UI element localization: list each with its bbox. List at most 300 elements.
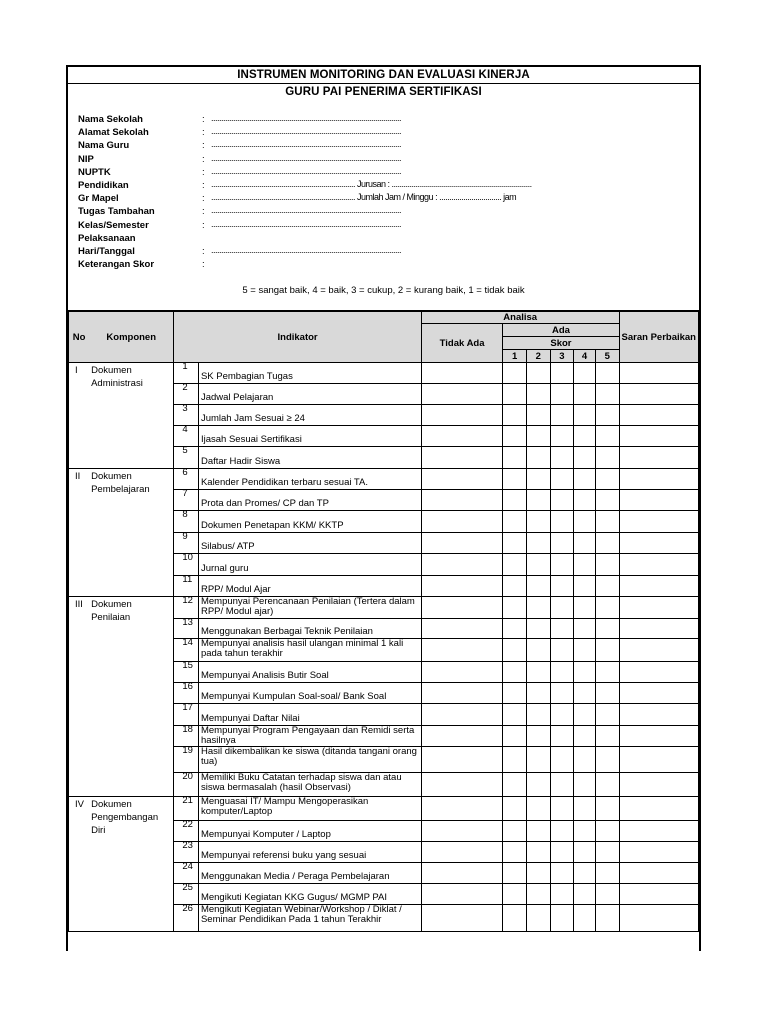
table-row	[69, 363, 699, 384]
indicator-text: Silabus/ ATP	[198, 533, 421, 554]
score-3-cell[interactable]	[550, 726, 574, 747]
field-label: Keterangan Skor	[78, 259, 155, 271]
score-3-cell[interactable]	[550, 821, 574, 842]
score-2-cell[interactable]	[526, 905, 550, 932]
saran-cell[interactable]	[619, 639, 698, 662]
score-5-cell[interactable]	[595, 683, 619, 704]
score-1-cell[interactable]	[503, 726, 527, 747]
score-5-cell[interactable]	[595, 511, 619, 533]
indicator-number	[174, 639, 199, 662]
group-number: II	[69, 469, 90, 597]
score-2-cell[interactable]	[526, 842, 550, 863]
indicator-number	[174, 597, 199, 619]
indicator-number-text: 18	[182, 725, 193, 735]
saran-cell[interactable]	[619, 490, 698, 511]
tidak-ada-cell[interactable]	[421, 726, 503, 747]
score-1-cell[interactable]	[503, 405, 527, 426]
header-score-3: 3	[550, 350, 574, 363]
indicator-number	[174, 405, 199, 426]
field-colon: :	[202, 166, 205, 178]
score-3-cell[interactable]	[550, 704, 574, 726]
saran-cell[interactable]	[619, 554, 698, 576]
saran-cell[interactable]	[619, 797, 698, 821]
score-1-cell[interactable]	[503, 683, 527, 704]
score-4-cell[interactable]	[574, 639, 596, 662]
score-1-cell[interactable]	[503, 773, 527, 797]
tidak-ada-cell[interactable]	[421, 884, 503, 905]
indicator-text: Mengikuti Kegiatan KKG Gugus/ MGMP PAI	[198, 884, 421, 905]
indicator-number-text: 25	[182, 883, 193, 893]
indicator-text: RPP/ Modul Ajar	[198, 576, 421, 597]
score-5-cell[interactable]	[595, 384, 619, 405]
saran-cell[interactable]	[619, 863, 698, 884]
indicator-number-text: 14	[182, 638, 193, 648]
tidak-ada-cell[interactable]	[421, 447, 503, 469]
tidak-ada-cell[interactable]	[421, 747, 503, 773]
score-4-cell[interactable]	[574, 863, 596, 884]
saran-cell[interactable]	[619, 662, 698, 683]
score-4-cell[interactable]	[574, 797, 596, 821]
field-value-input[interactable]: ...............................................................................................	[211, 218, 402, 229]
indicator-number	[174, 747, 199, 773]
field-label: Tugas Tambahan	[78, 206, 155, 218]
indicator-text: Daftar Hadir Siswa	[198, 447, 421, 469]
score-3-cell[interactable]	[550, 773, 574, 797]
indicator-text: Prota dan Promes/ CP dan TP	[198, 490, 421, 511]
saran-cell[interactable]	[619, 511, 698, 533]
indicator-text: Menggunakan Berbagai Teknik Penilaian	[198, 619, 421, 639]
score-5-cell[interactable]	[595, 469, 619, 490]
indicator-text: Mempunyai referensi buku yang sesuai	[198, 842, 421, 863]
score-1-cell[interactable]	[503, 619, 527, 639]
field-label: Kelas/Semester	[78, 219, 149, 231]
score-4-cell[interactable]	[574, 704, 596, 726]
monitoring-form	[66, 65, 701, 951]
saran-cell[interactable]	[619, 773, 698, 797]
score-4-cell[interactable]	[574, 842, 596, 863]
score-1-cell[interactable]	[503, 554, 527, 576]
indicator-text: Jumlah Jam Sesuai ≥ 24	[198, 405, 421, 426]
score-1-cell[interactable]	[503, 747, 527, 773]
score-4-cell[interactable]	[574, 363, 596, 384]
score-3-cell[interactable]	[550, 597, 574, 619]
score-3-cell[interactable]	[550, 511, 574, 533]
tidak-ada-cell[interactable]	[421, 576, 503, 597]
indicator-number	[174, 533, 199, 554]
score-4-cell[interactable]	[574, 726, 596, 747]
score-3-cell[interactable]	[550, 490, 574, 511]
score-3-cell[interactable]	[550, 363, 574, 384]
header-tidak-ada: Tidak Ada	[421, 324, 503, 363]
tidak-ada-cell[interactable]	[421, 773, 503, 797]
tidak-ada-cell[interactable]	[421, 554, 503, 576]
score-2-cell[interactable]	[526, 363, 550, 384]
score-5-cell[interactable]	[595, 821, 619, 842]
indicator-number	[174, 773, 199, 797]
saran-cell[interactable]	[619, 821, 698, 842]
score-1-cell[interactable]	[503, 533, 527, 554]
indicator-number-text: 24	[182, 862, 193, 872]
indicator-number	[174, 704, 199, 726]
saran-cell[interactable]	[619, 747, 698, 773]
indicator-number-text: 5	[182, 446, 188, 456]
score-4-cell[interactable]	[574, 821, 596, 842]
field-colon: :	[202, 206, 205, 218]
header-analisa: Analisa	[421, 312, 619, 324]
saran-cell[interactable]	[619, 363, 698, 384]
indicator-text: Memiliki Buku Catatan terhadap siswa dan atau siswa bermasalah (hasil Observasi)	[198, 773, 421, 797]
score-2-cell[interactable]	[526, 576, 550, 597]
indicator-number	[174, 469, 199, 490]
header-score-2: 2	[526, 350, 550, 363]
indicator-text: Kalender Pendidikan terbaru sesuai TA.	[198, 469, 421, 490]
tidak-ada-cell[interactable]	[421, 905, 503, 932]
saran-cell[interactable]	[619, 576, 698, 597]
score-5-cell[interactable]	[595, 597, 619, 619]
indicator-number-text: 20	[182, 772, 193, 782]
score-3-cell[interactable]	[550, 662, 574, 683]
score-5-cell[interactable]	[595, 533, 619, 554]
score-5-cell[interactable]	[595, 619, 619, 639]
score-1-cell[interactable]	[503, 797, 527, 821]
score-4-cell[interactable]	[574, 447, 596, 469]
score-2-cell[interactable]	[526, 469, 550, 490]
indicator-number	[174, 426, 199, 447]
group-komponen: Dokumen Pengembangan Diri	[89, 797, 174, 932]
field-colon: :	[202, 180, 205, 191]
field-value-input[interactable]: ...............................................................................................	[211, 139, 402, 150]
score-1-cell[interactable]	[503, 639, 527, 662]
score-legend: 5 = sangat baik, 4 = baik, 3 = cukup, 2 = kurang baik, 1 = tidak baik	[242, 285, 525, 296]
field-colon: :	[202, 153, 205, 165]
score-4-cell[interactable]	[574, 426, 596, 447]
score-2-cell[interactable]	[526, 884, 550, 905]
indicator-number-text: 7	[182, 489, 188, 499]
score-5-cell[interactable]	[595, 726, 619, 747]
group-komponen: Dokumen Penilaian	[89, 597, 174, 797]
field-colon: :	[202, 140, 205, 152]
score-2-cell[interactable]	[526, 405, 550, 426]
tidak-ada-cell[interactable]	[421, 842, 503, 863]
group-komponen: Dokumen Administrasi	[89, 363, 174, 469]
field-label: Gr Mapel	[78, 193, 119, 205]
score-5-cell[interactable]	[595, 704, 619, 726]
indicator-number	[174, 683, 199, 704]
indicator-text: SK Pembagian Tugas	[198, 363, 421, 384]
field-value-input[interactable]: ...............................................................................................	[211, 113, 402, 123]
score-3-cell[interactable]	[550, 426, 574, 447]
score-4-cell[interactable]	[574, 905, 596, 932]
score-1-cell[interactable]	[503, 704, 527, 726]
score-2-cell[interactable]	[526, 821, 550, 842]
score-4-cell[interactable]	[574, 576, 596, 597]
indicator-number-text: 16	[182, 682, 193, 692]
indicator-number-text: 10	[182, 553, 193, 563]
indicator-text: Mempunyai Analisis Butir Soal	[198, 662, 421, 683]
score-1-cell[interactable]	[503, 426, 527, 447]
indicator-text: Hasil dikembalikan ke siswa (ditanda tangani orang tua)	[198, 747, 421, 773]
tidak-ada-cell[interactable]	[421, 639, 503, 662]
score-5-cell[interactable]	[595, 490, 619, 511]
score-5-cell[interactable]	[595, 405, 619, 426]
indicator-text: Mempunyai Komputer / Laptop	[198, 821, 421, 842]
header-indikator: Indikator	[174, 312, 421, 363]
saran-cell[interactable]	[619, 842, 698, 863]
form-subtitle: GURU PAI PENERIMA SERTIFIKASI	[285, 86, 482, 98]
score-3-cell[interactable]	[550, 797, 574, 821]
field-label: Hari/Tanggal	[78, 246, 135, 257]
saran-cell[interactable]	[619, 905, 698, 932]
saran-cell[interactable]	[619, 597, 698, 619]
field-label: Pelaksanaan	[78, 232, 136, 244]
score-5-cell[interactable]	[595, 662, 619, 683]
score-3-cell[interactable]	[550, 384, 574, 405]
saran-cell[interactable]	[619, 384, 698, 405]
indicator-text: Mempunyai Program Pengayaan dan Remidi serta hasilnya	[198, 726, 421, 747]
tidak-ada-cell[interactable]	[421, 363, 503, 384]
indicator-number-text: 21	[182, 796, 193, 806]
tidak-ada-cell[interactable]	[421, 619, 503, 639]
group-number: I	[69, 363, 90, 469]
score-2-cell[interactable]	[526, 619, 550, 639]
score-1-cell[interactable]	[503, 863, 527, 884]
indicator-number-text: 23	[182, 841, 193, 851]
score-2-cell[interactable]	[526, 554, 550, 576]
score-4-cell[interactable]	[574, 469, 596, 490]
indicator-number	[174, 384, 199, 405]
score-4-cell[interactable]	[574, 619, 596, 639]
score-2-cell[interactable]	[526, 662, 550, 683]
field-colon: :	[202, 114, 205, 125]
score-1-cell[interactable]	[503, 363, 527, 384]
indicator-text: Jurnal guru	[198, 554, 421, 576]
score-2-cell[interactable]	[526, 511, 550, 533]
field-label: NUPTK	[78, 166, 111, 178]
score-5-cell[interactable]	[595, 842, 619, 863]
score-1-cell[interactable]	[503, 447, 527, 469]
score-4-cell[interactable]	[574, 384, 596, 405]
score-4-cell[interactable]	[574, 683, 596, 704]
indicator-number	[174, 511, 199, 533]
score-5-cell[interactable]	[595, 773, 619, 797]
score-2-cell[interactable]	[526, 639, 550, 662]
indicator-number	[174, 490, 199, 511]
score-2-cell[interactable]	[526, 683, 550, 704]
header-ada: Ada	[503, 324, 619, 337]
field-value-input[interactable]: ........................................................................ Jurusan : ......................................................................	[211, 179, 532, 189]
indicator-number	[174, 576, 199, 597]
score-4-cell[interactable]	[574, 554, 596, 576]
saran-cell[interactable]	[619, 704, 698, 726]
score-4-cell[interactable]	[574, 405, 596, 426]
indicator-number-text: 19	[182, 746, 193, 756]
tidak-ada-cell[interactable]	[421, 426, 503, 447]
tidak-ada-cell[interactable]	[421, 469, 503, 490]
score-2-cell[interactable]	[526, 747, 550, 773]
score-4-cell[interactable]	[574, 597, 596, 619]
field-label: Pendidikan	[78, 180, 129, 191]
score-3-cell[interactable]	[550, 747, 574, 773]
tidak-ada-cell[interactable]	[421, 683, 503, 704]
field-value-input[interactable]: ...............................................................................................	[211, 126, 402, 137]
score-3-cell[interactable]	[550, 884, 574, 905]
indicator-number	[174, 447, 199, 469]
saran-cell[interactable]	[619, 533, 698, 554]
score-5-cell[interactable]	[595, 426, 619, 447]
indicator-text: Mengikuti Kegiatan Webinar/Workshop / Diklat / Seminar Pendidikan Pada 1 tahun Terakhir	[198, 905, 421, 932]
score-4-cell[interactable]	[574, 533, 596, 554]
score-3-cell[interactable]	[550, 447, 574, 469]
field-label: NIP	[78, 153, 94, 165]
indicator-number	[174, 884, 199, 905]
score-4-cell[interactable]	[574, 747, 596, 773]
score-2-cell[interactable]	[526, 384, 550, 405]
score-4-cell[interactable]	[574, 773, 596, 797]
header-score-5: 5	[595, 350, 619, 363]
score-2-cell[interactable]	[526, 447, 550, 469]
score-2-cell[interactable]	[526, 426, 550, 447]
score-2-cell[interactable]	[526, 704, 550, 726]
indicator-text: Mempunyai analisis hasil ulangan minimal 1 kali pada tahun terakhir	[198, 639, 421, 662]
score-5-cell[interactable]	[595, 797, 619, 821]
score-3-cell[interactable]	[550, 905, 574, 932]
score-3-cell[interactable]	[550, 639, 574, 662]
indicator-number-text: 13	[182, 618, 193, 628]
tidak-ada-cell[interactable]	[421, 597, 503, 619]
tidak-ada-cell[interactable]	[421, 384, 503, 405]
score-2-cell[interactable]	[526, 863, 550, 884]
field-value-input[interactable]: ...............................................................................................	[211, 245, 402, 255]
group-komponen: Dokumen Pembelajaran	[89, 469, 174, 597]
score-3-cell[interactable]	[550, 863, 574, 884]
score-4-cell[interactable]	[574, 511, 596, 533]
saran-cell[interactable]	[619, 447, 698, 469]
score-1-cell[interactable]	[503, 576, 527, 597]
field-value-input[interactable]: ...............................................................................................	[211, 165, 402, 176]
score-1-cell[interactable]	[503, 384, 527, 405]
indicator-number-text: 4	[182, 425, 188, 435]
score-3-cell[interactable]	[550, 533, 574, 554]
tidak-ada-cell[interactable]	[421, 704, 503, 726]
saran-cell[interactable]	[619, 426, 698, 447]
tidak-ada-cell[interactable]	[421, 797, 503, 821]
indicator-number-text: 12	[182, 596, 193, 606]
indicator-number-text: 8	[182, 510, 188, 520]
field-value-input[interactable]: ........................................................................ Jumlah Jam / Minggu : ............................... jam	[211, 192, 517, 203]
score-1-cell[interactable]	[503, 469, 527, 490]
tidak-ada-cell[interactable]	[421, 662, 503, 683]
indicator-text: Mempunyai Kumpulan Soal-soal/ Bank Soal	[198, 683, 421, 704]
score-2-cell[interactable]	[526, 773, 550, 797]
score-1-cell[interactable]	[503, 884, 527, 905]
tidak-ada-cell[interactable]	[421, 863, 503, 884]
score-2-cell[interactable]	[526, 726, 550, 747]
header-score-4: 4	[574, 350, 596, 363]
score-2-cell[interactable]	[526, 597, 550, 619]
group-number: IV	[69, 797, 90, 932]
field-value-input[interactable]: ...............................................................................................	[211, 152, 402, 163]
header-saran: Saran Perbaikan	[619, 312, 698, 363]
table-row	[69, 469, 699, 490]
score-3-cell[interactable]	[550, 619, 574, 639]
field-colon: :	[202, 246, 205, 257]
score-1-cell[interactable]	[503, 490, 527, 511]
table-row	[69, 797, 699, 821]
score-5-cell[interactable]	[595, 576, 619, 597]
indicator-number	[174, 726, 199, 747]
indicator-number	[174, 821, 199, 842]
tidak-ada-cell[interactable]	[421, 533, 503, 554]
form-title: INSTRUMEN MONITORING DAN EVALUASI KINERJA	[68, 67, 699, 84]
score-3-cell[interactable]	[550, 405, 574, 426]
score-1-cell[interactable]	[503, 511, 527, 533]
score-3-cell[interactable]	[550, 576, 574, 597]
field-value-input[interactable]: ...............................................................................................	[211, 205, 402, 216]
indicator-number	[174, 363, 199, 384]
indicator-text: Menguasai IT/ Mampu Mengoperasikan komputer/Laptop	[198, 797, 421, 821]
evaluation-table	[68, 311, 699, 932]
score-4-cell[interactable]	[574, 884, 596, 905]
score-3-cell[interactable]	[550, 842, 574, 863]
field-colon: :	[202, 127, 205, 139]
score-4-cell[interactable]	[574, 662, 596, 683]
score-3-cell[interactable]	[550, 683, 574, 704]
score-5-cell[interactable]	[595, 639, 619, 662]
tidak-ada-cell[interactable]	[421, 511, 503, 533]
tidak-ada-cell[interactable]	[421, 405, 503, 426]
field-colon: :	[202, 259, 205, 271]
score-3-cell[interactable]	[550, 469, 574, 490]
score-2-cell[interactable]	[526, 533, 550, 554]
field-label: Nama Sekolah	[78, 114, 143, 125]
tidak-ada-cell[interactable]	[421, 490, 503, 511]
saran-cell[interactable]	[619, 726, 698, 747]
score-5-cell[interactable]	[595, 863, 619, 884]
tidak-ada-cell[interactable]	[421, 821, 503, 842]
score-1-cell[interactable]	[503, 821, 527, 842]
score-2-cell[interactable]	[526, 797, 550, 821]
header-komponen: Komponen	[89, 312, 174, 363]
score-5-cell[interactable]	[595, 554, 619, 576]
score-5-cell[interactable]	[595, 747, 619, 773]
score-2-cell[interactable]	[526, 490, 550, 511]
score-1-cell[interactable]	[503, 842, 527, 863]
saran-cell[interactable]	[619, 683, 698, 704]
group-number: III	[69, 597, 90, 797]
indicator-number-text: 3	[182, 404, 188, 414]
indicator-text: Ijasah Sesuai Sertifikasi	[198, 426, 421, 447]
header-no: No	[69, 312, 90, 363]
score-5-cell[interactable]	[595, 884, 619, 905]
score-1-cell[interactable]	[503, 662, 527, 683]
field-colon: :	[202, 219, 205, 231]
saran-cell[interactable]	[619, 469, 698, 490]
score-1-cell[interactable]	[503, 905, 527, 932]
saran-cell[interactable]	[619, 405, 698, 426]
saran-cell[interactable]	[619, 884, 698, 905]
score-5-cell[interactable]	[595, 363, 619, 384]
score-4-cell[interactable]	[574, 490, 596, 511]
indicator-text: Dokumen Penetapan KKM/ KKTP	[198, 511, 421, 533]
saran-cell[interactable]	[619, 619, 698, 639]
indicator-number	[174, 662, 199, 683]
table-row	[69, 597, 699, 619]
indicator-number	[174, 619, 199, 639]
score-5-cell[interactable]	[595, 905, 619, 932]
score-5-cell[interactable]	[595, 447, 619, 469]
score-1-cell[interactable]	[503, 597, 527, 619]
score-3-cell[interactable]	[550, 554, 574, 576]
